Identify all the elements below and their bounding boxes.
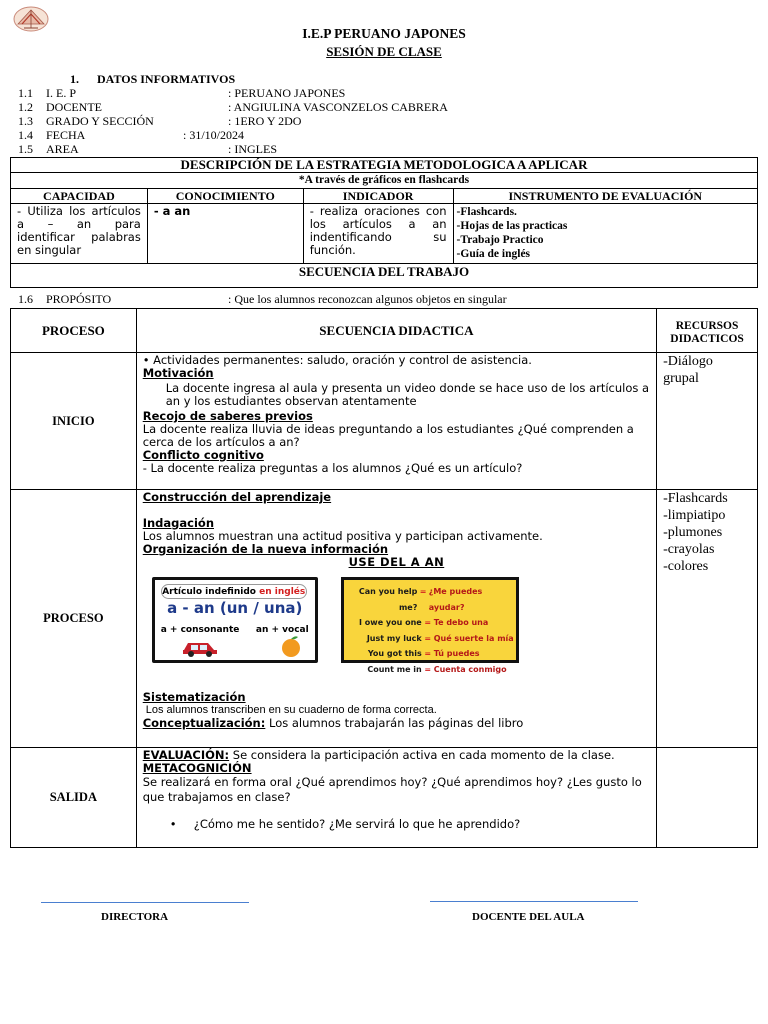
instrumento-item: -Trabajo Practico [456, 234, 544, 246]
phrase-spanish: Te debo una [433, 618, 489, 627]
phrase-english: You got this [367, 649, 422, 658]
construccion-title: Construcción del aprendizaje [142, 490, 332, 504]
recojo-title: Recojo de saberes previos [142, 409, 313, 423]
equals-sign: = [424, 649, 432, 658]
datos-row-label: I. E. P [46, 86, 76, 100]
instrumento-item: -Flashcards. [456, 206, 517, 218]
bullet-icon: • [142, 353, 154, 367]
datos-row-label: DOCENTE [46, 100, 102, 114]
school-title: I.E.P PERUANO JAPONES [302, 26, 466, 41]
datos-row-num: 1.1 [18, 86, 33, 100]
inicio-content [136, 353, 656, 490]
instrumento-item: -Hojas de las practicas [456, 220, 568, 232]
phrase-row [344, 646, 516, 662]
flashcard-left-rule: a + consonante [160, 625, 240, 635]
datos-row-label: AREA [46, 142, 79, 156]
conceptualizacion-title: Conceptualización: [142, 716, 266, 730]
secuencia-table [10, 308, 758, 848]
recurso-item: grupal [663, 371, 699, 386]
salida-bullet-text: ¿Cómo me he sentido? ¿Me servirá lo que he aprendido? [193, 817, 521, 831]
recurso-item: -colores [663, 559, 709, 574]
proposito-num: 1.6 [18, 292, 33, 306]
proposito-value: : Que los alumnos reconozcan algunos objetos en singular [228, 292, 507, 306]
metacognicion-text: Se realizará en forma oral ¿Qué aprendimos hoy? ¿Qué aprendimos hoy? ¿Les gusto lo que trabajamos en clase? [142, 775, 642, 804]
datos-row-label: FECHA [46, 128, 86, 142]
docente-signature-line [430, 901, 638, 902]
inicio-bullet-text: Actividades permanentes: saludo, oración y control de asistencia. [153, 353, 532, 367]
phrases-list [344, 584, 516, 677]
equals-sign: = [419, 587, 427, 596]
recurso-item: -limpiatipo [663, 508, 726, 523]
evaluacion-text: Se considera la participación activa en cada momento de la clase. [229, 748, 615, 762]
stage-proceso: PROCESO [11, 490, 137, 748]
phrase-row [344, 662, 516, 678]
conceptualizacion-line [143, 717, 650, 730]
datos-row-value: : 1ERO Y 2DO [228, 114, 302, 128]
datos-row-num: 1.5 [18, 142, 33, 156]
flashcard-right-rule: an + vocal [255, 625, 309, 635]
conflicto-text: - La docente realiza preguntas a los alumnos ¿Qué es un artículo? [142, 461, 523, 475]
flashcard-title-b: en inglés [259, 587, 306, 597]
indagacion-title: Indagación [142, 516, 215, 530]
phrase-english: Count me in [367, 664, 422, 674]
inicio-bullet [143, 354, 650, 367]
datos-row-value: : 31/10/2024 [183, 128, 245, 142]
organizacion-title: Organización de la nueva información [142, 542, 389, 556]
header-recursos: RECURSOS DIDACTICOS [657, 309, 758, 353]
estrategia-table [10, 157, 758, 288]
recurso-item: -plumones [663, 525, 723, 540]
flashcards-row [152, 577, 650, 674]
capacidad-cell: - Utiliza los artículos a – an para identificar palabras en singular [11, 204, 148, 264]
datos-row-value: : PERUANO JAPONES [228, 86, 346, 100]
stage-inicio: INICIO [11, 353, 137, 490]
datos-heading-number: 1. [70, 72, 79, 86]
datos-row-num: 1.2 [18, 100, 33, 114]
recurso-item: -crayolas [663, 542, 715, 557]
directora-label: DIRECTORA [101, 911, 169, 923]
header-instrumento: INSTRUMENTO DE EVALUACIÓN [453, 189, 757, 204]
sistematizacion-text: Los alumnos transcriben en su cuaderno de forma correcta. [145, 704, 437, 716]
datos-row-value: : INGLES [228, 142, 277, 156]
phrase-english: I owe you one [359, 618, 422, 627]
flashcard-title-a: Artículo indefinido [162, 587, 260, 597]
metacognicion-title: METACOGNICIÓN [142, 761, 252, 775]
use-title: USE DEL A AN [348, 555, 445, 569]
datos-row-value: : ANGIULINA VASCONZELOS CABRERA [228, 100, 448, 114]
phrase-row [344, 631, 516, 647]
indicador-cell: - realiza oraciones con los artículos a an indentificando su función. [303, 204, 453, 264]
conceptualizacion-text: Los alumnos trabajarán las páginas del libro [265, 716, 524, 730]
header-conocimiento: CONOCIMIENTO [147, 189, 303, 204]
phrase-spanish: Qué suerte la mía [433, 633, 514, 643]
phrase-spanish: Cuenta conmigo [433, 664, 507, 674]
recojo-text: La docente realiza lluvia de ideas preguntando a los estudiantes ¿Qué comprenden a cerca de los artículos a an? [142, 422, 634, 449]
car-icon [181, 638, 219, 658]
phrase-row [344, 584, 516, 615]
phrase-english: Just my luck [366, 633, 422, 643]
docente-label: DOCENTE DEL AULA [472, 911, 585, 923]
directora-signature-line [41, 902, 249, 903]
flashcard-big-text: a - an (un / una) [167, 599, 303, 617]
instrumento-cell [453, 204, 757, 264]
header-indicador: INDICADOR [303, 189, 453, 204]
conflicto-title: Conflicto cognitivo [142, 448, 264, 462]
phrase-row [344, 615, 516, 631]
stage-salida: SALIDA [11, 748, 137, 848]
header-secuencia-didactica: SECUENCIA DIDACTICA [136, 309, 656, 353]
header-proceso: PROCESO [11, 309, 137, 353]
phrase-english: Can you help me? [358, 587, 418, 612]
proceso-recursos [657, 490, 758, 748]
salida-content [136, 748, 656, 848]
motivacion-title: Motivación [142, 366, 214, 380]
orange-icon [279, 634, 303, 658]
phrase-spanish: ¿Me puedes ayudar? [428, 587, 483, 612]
proceso-content [136, 490, 656, 748]
conocimiento-cell: - a an [147, 204, 303, 264]
evaluacion-title: EVALUACIÓN: [142, 748, 230, 762]
salida-bullet [143, 818, 650, 831]
proposito-label: PROPÓSITO [46, 292, 112, 306]
indagacion-text: Los alumnos muestran una actitud positiva y participan activamente. [142, 529, 543, 543]
phrase-spanish: Tú puedes [433, 649, 480, 658]
inicio-recursos [657, 353, 758, 490]
datos-row-num: 1.3 [18, 114, 33, 128]
datos-row-num: 1.4 [18, 128, 33, 142]
datos-row-label: GRADO Y SECCIÓN [46, 114, 154, 128]
session-title: SESIÓN DE CLASE [326, 44, 442, 59]
flashcard-articles [152, 577, 318, 663]
datos-heading [70, 72, 235, 86]
equals-sign: = [424, 664, 432, 674]
secuencia-del-trabajo-title: SECUENCIA DEL TRABAJO [11, 264, 758, 288]
flashcard-phrases [341, 577, 519, 674]
equals-sign: = [424, 618, 432, 627]
salida-recursos [657, 748, 758, 848]
recurso-item: -Flashcards [663, 491, 728, 506]
header-capacidad: CAPACIDAD [11, 189, 148, 204]
bullet-icon: • [169, 817, 177, 831]
equals-sign: = [424, 633, 432, 643]
sistematizacion-title: Sistematización [142, 690, 246, 704]
estrategia-subtitle: *A través de gráficos en flashcards [11, 173, 758, 189]
recurso-item: -Diálogo [663, 354, 713, 369]
estrategia-title: DESCRIPCIÓN DE LA ESTRATEGIA METODOLOGICA A APLICAR [11, 158, 758, 173]
datos-heading-text: DATOS INFORMATIVOS [97, 72, 236, 86]
flashcard-title [161, 584, 307, 599]
motivacion-text: La docente ingresa al aula y presenta un video donde se hace uso de los artículos a an y los estudiantes observan atentamente [165, 381, 650, 408]
instrumento-item: -Guía de inglés [456, 248, 531, 260]
